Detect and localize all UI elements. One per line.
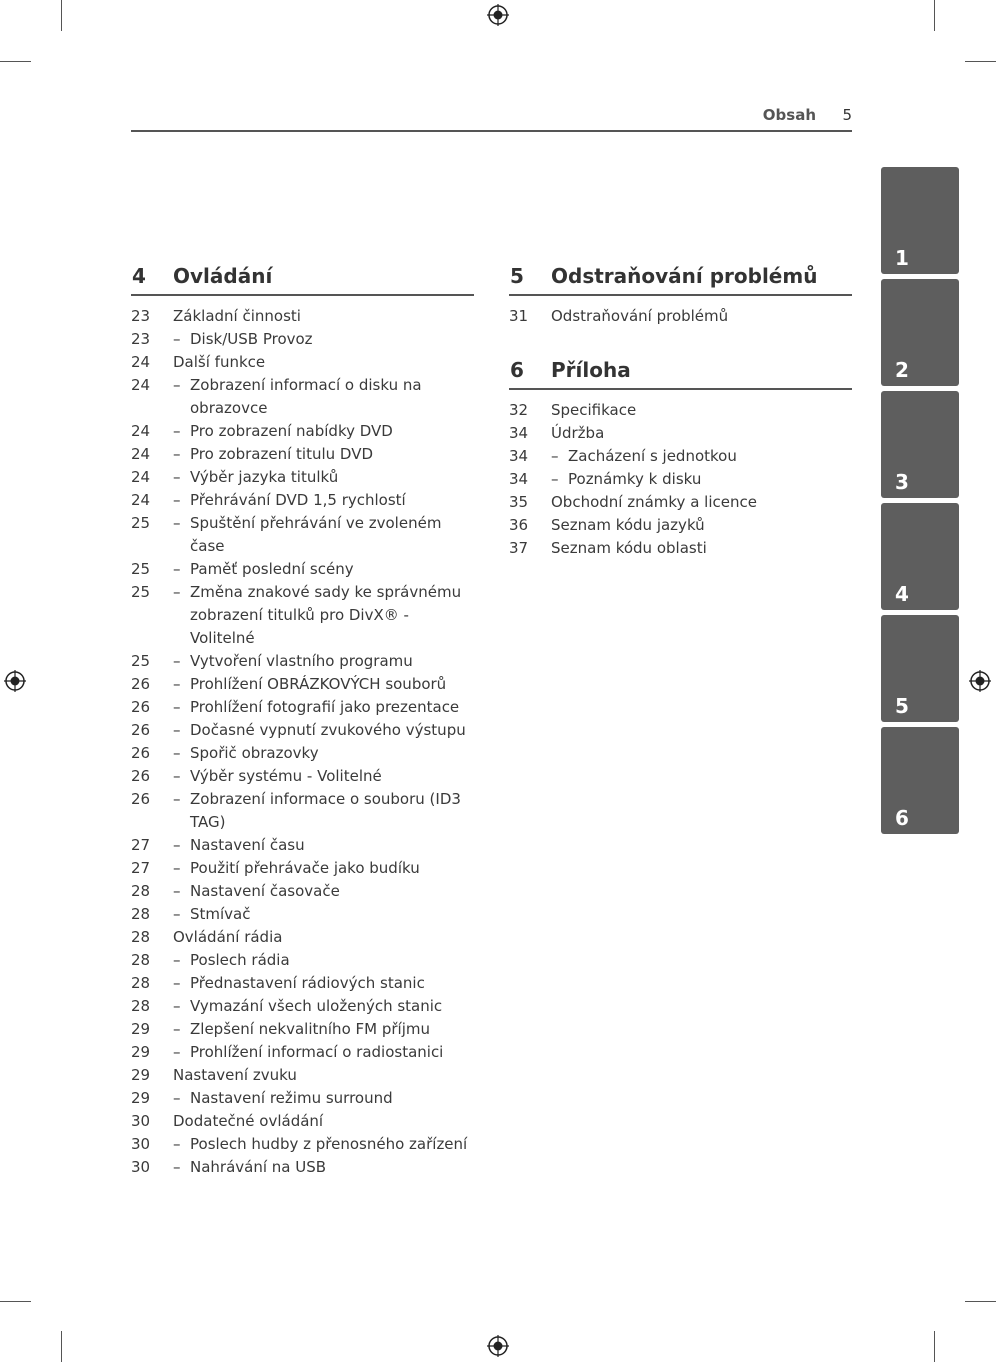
toc-entry-text: Disk/USB Provoz [190, 330, 313, 348]
toc-page-number: 27 [131, 859, 151, 877]
toc-page-number: 25 [131, 514, 151, 532]
dash-bullet-icon: – [173, 997, 181, 1015]
toc-entry[interactable] [131, 1110, 474, 1133]
toc-entry[interactable] [131, 765, 474, 788]
dash-bullet-icon: – [173, 974, 181, 992]
page-number: 5 [842, 106, 852, 124]
section-title: Příloha [551, 358, 631, 382]
toc-entry-text: Nastavení časovače [190, 882, 340, 900]
crop-mark [61, 0, 62, 31]
tab-number: 3 [895, 470, 909, 494]
header-label: Obsah [762, 106, 816, 124]
toc-entry[interactable] [131, 857, 474, 880]
toc-entry[interactable] [131, 558, 474, 581]
chapter-tab-5[interactable] [881, 615, 959, 722]
toc-page-number: 28 [131, 974, 151, 992]
toc-page-number: 30 [131, 1158, 151, 1176]
toc-entry-text: Přednastavení rádiových stanic [190, 974, 425, 992]
toc-entry-text: Změna znakové sady ke správnému zobrazení titulků pro DivX® - Volitelné [190, 583, 462, 647]
dash-bullet-icon: – [173, 905, 181, 923]
toc-entry[interactable] [509, 305, 852, 328]
dash-bullet-icon: – [173, 583, 181, 601]
toc-entry[interactable] [131, 351, 474, 374]
toc-entry-text: Zlepšení nekvalitního FM příjmu [190, 1020, 430, 1038]
toc-page-number: 34 [509, 424, 529, 442]
toc-entry[interactable] [509, 468, 852, 491]
toc-entry-text: Zacházení s jednotkou [568, 447, 737, 465]
toc-page-number: 26 [131, 744, 151, 762]
toc-page-number: 24 [131, 468, 151, 486]
toc-entry-text: Nastavení času [190, 836, 305, 854]
tab-number: 6 [895, 806, 909, 830]
crop-mark [0, 61, 31, 62]
toc-entry-text: Ovládání rádia [173, 928, 283, 946]
toc-page-number: 28 [131, 905, 151, 923]
toc-entry-text: Nahrávání na USB [190, 1158, 327, 1176]
toc-page-number: 26 [131, 721, 151, 739]
toc-entry-text: Dočasné vypnutí zvukového výstupu [190, 721, 466, 739]
dash-bullet-icon: – [173, 698, 181, 716]
section-4 [131, 260, 474, 1179]
tab-number: 5 [895, 694, 909, 718]
section-number: 4 [132, 264, 146, 288]
toc-entry[interactable] [509, 537, 852, 560]
toc-page-number: 24 [131, 353, 151, 371]
chapter-tab-6[interactable] [881, 727, 959, 834]
registration-mark-icon [487, 1335, 509, 1357]
toc-entry-text: Nastavení zvuku [173, 1066, 297, 1084]
toc-entry[interactable] [131, 1018, 474, 1041]
toc-page-number: 25 [131, 583, 151, 601]
toc-entry-text: Poslech rádia [190, 951, 290, 969]
toc-entry-text: Vytvoření vlastního programu [190, 652, 413, 670]
toc-entry[interactable] [509, 445, 852, 468]
toc-list [509, 305, 852, 328]
toc-page-number: 26 [131, 698, 151, 716]
toc-page-number: 23 [131, 307, 151, 325]
toc-page-number: 24 [131, 491, 151, 509]
toc-entry[interactable] [131, 788, 474, 834]
toc-entry[interactable] [131, 1041, 474, 1064]
toc-page-number: 36 [509, 516, 529, 534]
toc-page-number: 37 [509, 539, 529, 557]
toc-entry[interactable] [131, 305, 474, 328]
toc-page-number: 28 [131, 997, 151, 1015]
toc-page-number: 25 [131, 560, 151, 578]
toc-entry-text: Spuštění přehrávání ve zvoleném čase [190, 514, 442, 555]
registration-mark-icon [969, 670, 991, 692]
dash-bullet-icon: – [173, 1158, 181, 1176]
toc-entry-text: Nastavení režimu surround [190, 1089, 393, 1107]
toc-entry[interactable] [509, 422, 852, 445]
dash-bullet-icon: – [173, 767, 181, 785]
toc-entry[interactable] [131, 742, 474, 765]
toc-entry[interactable] [131, 926, 474, 949]
toc-list [509, 399, 852, 560]
crop-mark [934, 0, 935, 31]
tab-number: 1 [895, 246, 909, 270]
toc-page-number: 24 [131, 422, 151, 440]
dash-bullet-icon: – [173, 560, 181, 578]
toc-entry[interactable] [131, 420, 474, 443]
toc-entry[interactable] [131, 650, 474, 673]
toc-entry-text: Výběr jazyka titulků [190, 468, 339, 486]
section-heading [509, 260, 852, 296]
toc-entry[interactable] [131, 673, 474, 696]
dash-bullet-icon: – [173, 721, 181, 739]
toc-entry-text: Přehrávání DVD 1,5 rychlostí [190, 491, 406, 509]
toc-entry[interactable] [131, 972, 474, 995]
toc-entry[interactable] [131, 581, 474, 650]
toc-page-number: 29 [131, 1043, 151, 1061]
toc-entry-text: Prohlížení OBRÁZKOVÝCH souborů [190, 675, 447, 693]
toc-page-number: 29 [131, 1089, 151, 1107]
toc-entry[interactable] [131, 1133, 474, 1156]
toc-entry[interactable] [131, 374, 474, 420]
dash-bullet-icon: – [551, 470, 559, 488]
toc-page-number: 23 [131, 330, 151, 348]
dash-bullet-icon: – [173, 1135, 181, 1153]
toc-entry[interactable] [131, 696, 474, 719]
toc-page-number: 29 [131, 1066, 151, 1084]
toc-page-number: 28 [131, 951, 151, 969]
dash-bullet-icon: – [173, 675, 181, 693]
toc-entry-text: Výběr systému - Volitelné [190, 767, 382, 785]
toc-entry-text: Seznam kódu oblasti [551, 539, 707, 557]
toc-entry-text: Poznámky k disku [568, 470, 702, 488]
dash-bullet-icon: – [173, 1089, 181, 1107]
toc-entry[interactable] [509, 514, 852, 537]
toc-page-number: 26 [131, 675, 151, 693]
toc-page-number: 26 [131, 790, 151, 808]
toc-page-number: 31 [509, 307, 529, 325]
dash-bullet-icon: – [173, 376, 181, 394]
toc-page-number: 28 [131, 928, 151, 946]
section-number: 6 [510, 358, 524, 382]
toc-entry-text: Zobrazení informace o souboru (ID3 TAG) [190, 790, 461, 831]
dash-bullet-icon: – [173, 330, 181, 348]
toc-entry[interactable] [131, 903, 474, 926]
toc-entry[interactable] [131, 489, 474, 512]
toc-entry-text: Prohlížení informací o radiostanici [190, 1043, 444, 1061]
toc-entry-text: Pro zobrazení nabídky DVD [190, 422, 393, 440]
toc-entry[interactable] [131, 995, 474, 1018]
toc-entry-text: Prohlížení fotografií jako prezentace [190, 698, 460, 716]
toc-page-number: 30 [131, 1135, 151, 1153]
crop-mark [965, 61, 996, 62]
section-6 [509, 354, 852, 560]
toc-page-number: 27 [131, 836, 151, 854]
toc-entry-text: Vymazání všech uložených stanic [190, 997, 443, 1015]
toc-entry[interactable] [131, 466, 474, 489]
toc-page-number: 25 [131, 652, 151, 670]
toc-entry-text: Pro zobrazení titulu DVD [190, 445, 374, 463]
dash-bullet-icon: – [173, 422, 181, 440]
toc-entry-text: Paměť poslední scény [190, 560, 354, 578]
dash-bullet-icon: – [173, 790, 181, 808]
dash-bullet-icon: – [551, 447, 559, 465]
toc-entry-text: Seznam kódu jazyků [551, 516, 705, 534]
dash-bullet-icon: – [173, 836, 181, 854]
toc-entry[interactable] [509, 491, 852, 514]
toc-page-number: 34 [509, 447, 529, 465]
toc-entry-text: Spořič obrazovky [190, 744, 319, 762]
chapter-tab-4[interactable] [881, 503, 959, 610]
dash-bullet-icon: – [173, 951, 181, 969]
toc-entry-text: Poslech hudby z přenosného zařízení [190, 1135, 468, 1153]
chapter-tab-2[interactable] [881, 279, 959, 386]
crop-mark [965, 1301, 996, 1302]
page-header [131, 104, 852, 132]
dash-bullet-icon: – [173, 859, 181, 877]
toc-entry-text: Odstraňování problémů [551, 307, 729, 325]
toc-entry-text: Údržba [551, 424, 605, 442]
registration-mark-icon [4, 670, 26, 692]
dash-bullet-icon: – [173, 1043, 181, 1061]
toc-entry[interactable] [131, 443, 474, 466]
registration-mark-icon [487, 4, 509, 26]
tab-number: 4 [895, 582, 909, 606]
toc-entry[interactable] [131, 880, 474, 903]
toc-entry-text: Dodatečné ovládání [173, 1112, 324, 1130]
toc-entry-text: Stmívač [190, 905, 251, 923]
toc-entry[interactable] [131, 512, 474, 558]
section-title: Ovládání [173, 264, 273, 288]
dash-bullet-icon: – [173, 468, 181, 486]
dash-bullet-icon: – [173, 652, 181, 670]
toc-entry-text: Použití přehrávače jako budíku [190, 859, 420, 877]
crop-mark [934, 1331, 935, 1362]
toc-entry[interactable] [131, 949, 474, 972]
toc-page-number: 30 [131, 1112, 151, 1130]
toc-page-number: 28 [131, 882, 151, 900]
section-heading [131, 260, 474, 296]
dash-bullet-icon: – [173, 1020, 181, 1038]
chapter-tab-1[interactable] [881, 167, 959, 274]
crop-mark [61, 1331, 62, 1362]
dash-bullet-icon: – [173, 744, 181, 762]
toc-entry-text: Další funkce [173, 353, 266, 371]
toc-entry[interactable] [509, 399, 852, 422]
toc-list [131, 305, 474, 1179]
toc-entry-text: Zobrazení informací o disku na obrazovce [190, 376, 422, 417]
toc-entry[interactable] [131, 1156, 474, 1179]
tab-number: 2 [895, 358, 909, 382]
dash-bullet-icon: – [173, 491, 181, 509]
chapter-tab-3[interactable] [881, 391, 959, 498]
dash-bullet-icon: – [173, 882, 181, 900]
toc-entry[interactable] [131, 328, 474, 351]
section-5 [509, 260, 852, 328]
toc-entry[interactable] [131, 1064, 474, 1087]
toc-entry-text: Specifikace [551, 401, 637, 419]
dash-bullet-icon: – [173, 514, 181, 532]
toc-entry-text: Obchodní známky a licence [551, 493, 757, 511]
section-title: Odstraňování problémů [551, 264, 818, 288]
toc-entry-text: Základní činnosti [173, 307, 301, 325]
toc-page-number: 35 [509, 493, 529, 511]
toc-entry[interactable] [131, 719, 474, 742]
toc-entry[interactable] [131, 834, 474, 857]
toc-page-number: 24 [131, 445, 151, 463]
section-number: 5 [510, 264, 524, 288]
dash-bullet-icon: – [173, 445, 181, 463]
toc-page-number: 34 [509, 470, 529, 488]
toc-page-number: 26 [131, 767, 151, 785]
toc-page-number: 32 [509, 401, 529, 419]
toc-page-number: 24 [131, 376, 151, 394]
crop-mark [0, 1301, 31, 1302]
section-heading [509, 354, 852, 390]
toc-entry[interactable] [131, 1087, 474, 1110]
toc-page-number: 29 [131, 1020, 151, 1038]
